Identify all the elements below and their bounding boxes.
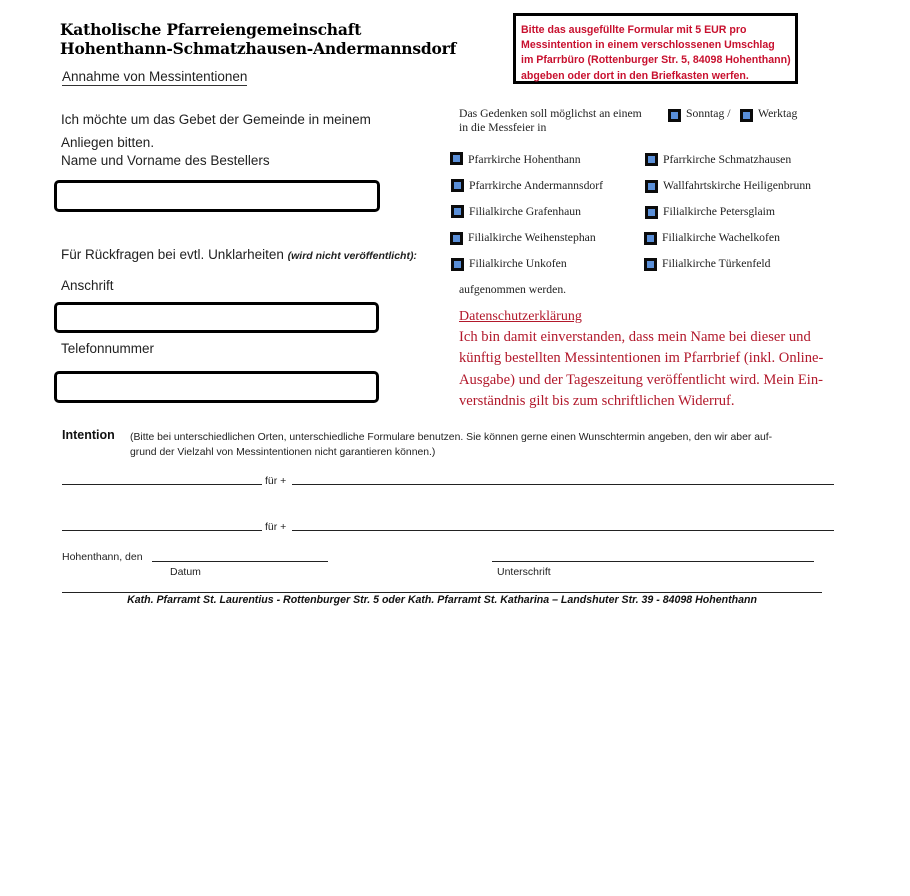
checkbox-pfarrkirche-schmatzhausen[interactable] <box>645 153 658 166</box>
checkbox-pfarrkirche-andermannsdorf[interactable] <box>451 179 464 192</box>
intro-text <box>61 108 371 154</box>
memorial-text <box>459 107 642 135</box>
checkbox-filialkirche-petersglaim[interactable] <box>645 206 658 219</box>
contact-note: (wird nicht veröffentlicht): <box>287 250 417 262</box>
footer-divider <box>62 592 822 593</box>
checkbox-filialkirche-unkofen[interactable] <box>451 258 464 271</box>
sunday-checkbox[interactable] <box>668 109 681 122</box>
notice-line-1: Bitte das ausgefüllte Formular mit 5 EUR pro <box>521 24 747 36</box>
label-filialkirche-weihenstephan: Filialkirche Weihenstephan <box>468 231 596 244</box>
contact-label <box>61 247 417 262</box>
memorial-line-2: in die Messfeier in <box>459 121 547 134</box>
intention-note-line-2: grund der Vielzahl von Messintentionen nicht garantieren können.) <box>130 447 436 459</box>
intention-name-line-2[interactable] <box>292 530 834 531</box>
notice-line-2: Messintention in einem verschlossenen Umschlag <box>521 39 775 52</box>
privacy-line-4: verständnis gilt bis zum schriftlichen Widerruf. <box>459 392 735 409</box>
label-filialkirche-unkofen: Filialkirche Unkofen <box>469 257 567 270</box>
notice-line-4: abgeben oder dort in den Briefkasten werfen. <box>521 69 749 82</box>
intro-line-2: Anliegen bitten. <box>61 135 155 150</box>
signature-line[interactable] <box>492 561 814 562</box>
label-filialkirche-petersglaim: Filialkirche Petersglaim <box>663 205 775 218</box>
for-label-1: für + <box>265 475 287 487</box>
for-label-2: für + <box>265 521 287 533</box>
submission-notice <box>513 13 798 84</box>
privacy-line-1: Ich bin damit einverstanden, dass mein Name bei dieser und <box>459 329 811 345</box>
address-label: Anschrift <box>61 278 114 293</box>
privacy-title: Datenschutzerklärung <box>459 309 582 324</box>
date-line[interactable] <box>152 561 328 562</box>
privacy-text <box>459 327 849 412</box>
checkbox-wallfahrtskirche-heiligenbrunn[interactable] <box>645 180 658 193</box>
checkbox-filialkirche-wachelkofen[interactable] <box>644 232 657 245</box>
place-label: Hohenthann, den <box>62 551 143 563</box>
accepted-text: aufgenommen werden. <box>459 283 567 296</box>
weekday-checkbox[interactable] <box>740 109 753 122</box>
label-filialkirche-tuerkenfeld: Filialkirche Türkenfeld <box>662 257 771 270</box>
weekday-label: Werktag <box>758 107 798 120</box>
label-wallfahrtskirche-heiligenbrunn: Wallfahrtskirche Heiligenbrunn <box>663 179 812 192</box>
name-field[interactable] <box>54 180 380 212</box>
notice-line-3: im Pfarrbüro (Rottenburger Str. 5, 84098 Hohenthann) <box>521 54 791 67</box>
contact-label-text: Für Rückfragen bei evtl. Unklarheiten <box>61 247 284 262</box>
intention-note <box>130 430 830 461</box>
title-line-1: Katholische Pfarreiengemeinschaft <box>60 20 362 39</box>
title-line-2: Hohenthann-Schmatzhausen-Andermannsdorf <box>60 39 457 58</box>
memorial-line-1: Das Gedenken soll möglichst an einem <box>459 107 642 120</box>
label-pfarrkirche-andermannsdorf: Pfarrkirche Andermannsdorf <box>469 179 604 192</box>
form-title <box>60 20 456 58</box>
checkbox-filialkirche-weihenstephan[interactable] <box>450 232 463 245</box>
label-pfarrkirche-schmatzhausen: Pfarrkirche Schmatzhausen <box>663 153 792 166</box>
privacy-line-2: künftig bestellten Messintentionen im Pfarrbrief (inkl. Online- <box>459 350 824 367</box>
intention-note-line-1: (Bitte bei unterschiedlichen Orten, unterschiedliche Formulare benutzen. Sie können gerne einen Wunschtermin angeben, den wir aber auf- <box>130 432 773 443</box>
phone-label: Telefonnummer <box>61 341 155 356</box>
intention-date-line-1[interactable] <box>62 484 262 485</box>
label-pfarrkirche-hohenthann: Pfarrkirche Hohenthann <box>468 153 581 166</box>
date-label: Datum <box>170 566 201 578</box>
footer-address: Kath. Pfarramt St. Laurentius - Rottenburger Str. 5 oder Kath. Pfarramt St. Katharina – Landshuter Str. 39 - 84098 Hohenthann <box>127 594 757 606</box>
intention-label: Intention <box>62 428 115 442</box>
label-filialkirche-grafenhaun: Filialkirche Grafenhaun <box>469 205 581 218</box>
privacy-line-3: Ausgabe) und der Tageszeitung veröffentlicht wird. Mein Ein- <box>459 371 823 388</box>
address-field[interactable] <box>54 302 379 333</box>
intention-name-line-1[interactable] <box>292 484 834 485</box>
phone-field[interactable] <box>54 371 379 403</box>
sunday-label: Sonntag / <box>686 107 731 120</box>
name-label: Name und Vorname des Bestellers <box>61 153 270 168</box>
checkbox-pfarrkirche-hohenthann[interactable] <box>450 152 463 165</box>
checkbox-filialkirche-grafenhaun[interactable] <box>451 205 464 218</box>
form-subtitle: Annahme von Messintentionen <box>62 69 248 84</box>
signature-label: Unterschrift <box>497 566 551 578</box>
intro-line-1: Ich möchte um das Gebet der Gemeinde in meinem <box>61 112 371 127</box>
intention-date-line-2[interactable] <box>62 530 262 531</box>
label-filialkirche-wachelkofen: Filialkirche Wachelkofen <box>662 231 780 244</box>
checkbox-filialkirche-tuerkenfeld[interactable] <box>644 258 657 271</box>
